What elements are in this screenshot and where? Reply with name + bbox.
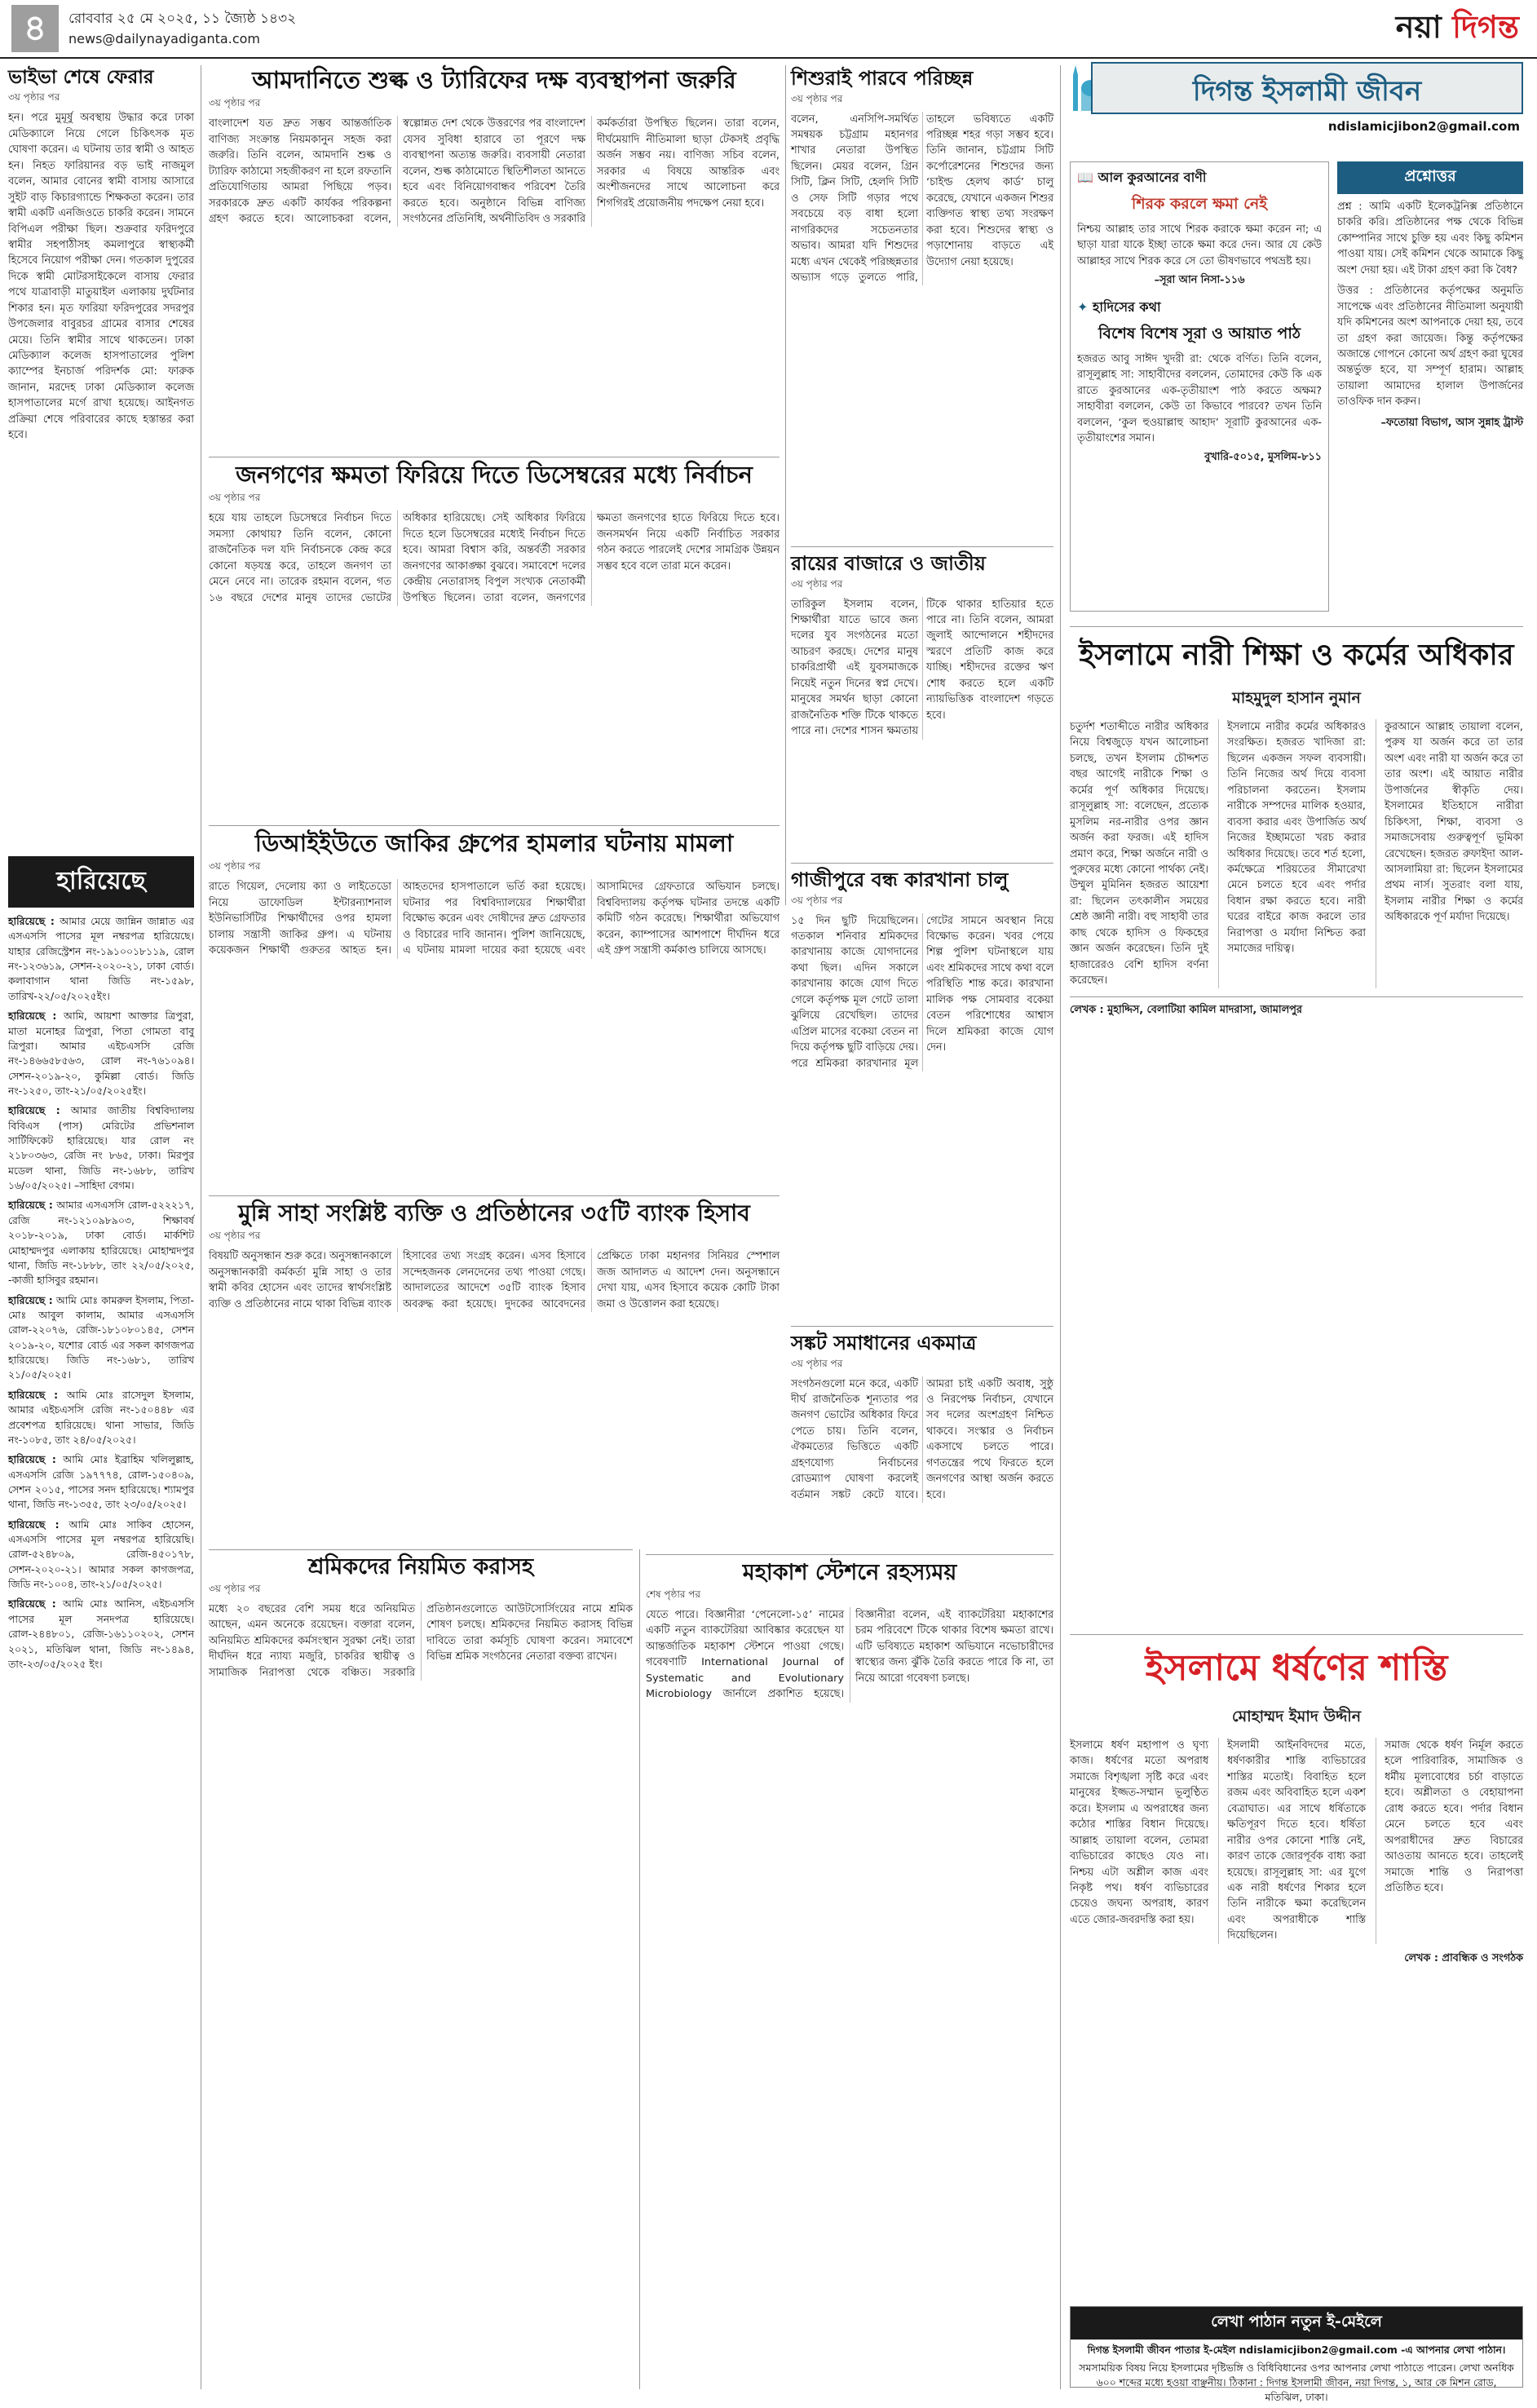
story-rule (209, 1549, 633, 1550)
story-space-station (646, 1554, 1053, 2386)
story-vaiva (8, 67, 194, 850)
story-rule (791, 863, 1053, 864)
story-body: হয়ে যায় তাহলে ডিসেম্বরে নির্বাচন দিতে সমস্যা কোথায়? তিনি বলেন, কোনো রাজনৈতিক দল যদি নির্বাচনকে কেন্দ্র করে কোনো ষড়যন্ত্র করে, তাহলে জনগণ তা মেনে নেবে না। তারেক রহমান বলেন, গত ১৬ বছরে দেশের মানুষ তাদের ভোটের অধিকার হারিয়েছে। সেই অধিকার ফিরিয়ে দিতে হলে ডিসেম্বরের মধ্যেই নির্বাচন দিতে হবে। আমরা বিশ্বাস করি, অন্তর্বর্তী সরকার জনগণের আকাঙ্ক্ষা বুঝবে। সমাবেশে দলের কেন্দ্রীয় নেতারাসহ বিপুল সংখ্যক নেতাকর্মী উপস্থিত ছিলেন। তারা বলেন, জনগণের ক্ষমতা জনগণের হাতে ফিরিয়ে দিতে হবে। জনসমর্থন নিয়ে একটি নির্বাচিত সরকার গঠন করতে পারলেই দেশের সামগ্রিক উন্নয়ন সম্ভব হবে বলে তারা মনে করেন। (209, 512, 780, 604)
story-rule (1070, 626, 1523, 627)
lost-text: আমি মোঃ কামরুল ইসলাম, পিতা-মোঃ আবুল কালাম, আমার এসএসসি রোল-২২০৭৬, রেজি-১৮১০৮০১৪৫, সেশন ২০১৯-২০, যশোর বোর্ড এর সকল কাগজপত্র হারিয়েছে। জিডি নং-১৬৮১, তারিখ ২১/০৫/২০২৫। (8, 1293, 194, 1381)
lost-label: হারিয়েছে : (8, 1453, 56, 1466)
qa-head: প্রশ্নোত্তর (1337, 161, 1523, 194)
story-body: বিষয়টি অনুসন্ধান শুরু করে। অনুসন্ধানকালে অনুসন্ধানকারী কর্মকর্তা মুন্নি সাহা ও তার স্বামী কবির হোসেন এবং তাদের স্বার্থসংশ্লিষ্ট ব্যক্তি ও প্রতিষ্ঠানের নামে থাকা বিভিন্ন ব্যাংক হিসাবের তথ্য সংগ্রহ করেন। এসব হিসাবে সন্দেহজনক লেনদেনের তথ্য পাওয়া গেছে। আদালতের আদেশে ৩৫টি ব্যাংক হিসাব অবরুদ্ধ করা হয়েছে। দুদকের আবেদনের প্রেক্ষিতে ঢাকা মহানগর সিনিয়র স্পেশাল জজ আদালত এ আদেশ দেন। অনুসন্ধানে দেখা যায়, এসব হিসাবে কয়েক কোটি টাকা জমা ও উত্তোলন করা হয়েছে। (209, 1250, 780, 1310)
story-import-tariff (209, 67, 780, 450)
submit-line-1: দিগন্ত ইসলামী জীবন পাতার ই-মেইল ndislamicjibon2@gmail.com -এ আপনার লেখা পাঠান। (1087, 2344, 1506, 2356)
qa-box (1337, 161, 1523, 618)
hadith-icon: ✦ (1077, 298, 1089, 315)
qa-ref: –ফতোয়া বিভাগ, আস সুন্নাহ ট্রাস্ট (1380, 416, 1523, 429)
story-byline: ৩য় পৃষ্ঠার পর (209, 97, 261, 109)
lost-item (8, 1103, 194, 1193)
lost-item (8, 1518, 194, 1593)
page-header (0, 0, 1537, 59)
story-byline: ৩য় পৃষ্ঠার পর (791, 1357, 843, 1369)
hadith-title: বিশেষ বিশেষ সূরা ও আয়াত পাঠ (1098, 324, 1301, 342)
women-article (1070, 633, 1523, 1628)
women-article-footer: লেখক : মুহাদ্দিস, বেলাটিয়া কামিল মাদরাসা, জামালপুর (1070, 996, 1523, 1018)
book-icon: 📖 (1077, 170, 1093, 185)
lost-label: হারিয়েছে : (8, 1199, 53, 1212)
lost-item (8, 1009, 194, 1098)
quran-label-text: আল কুরআনের বাণী (1098, 170, 1207, 185)
hadith-label-text: হাদিসের কথা (1092, 298, 1161, 315)
story-title[interactable]: গাজীপুরে বন্ধ কারখানা চালু (791, 868, 1009, 891)
story-title[interactable]: শিশুরাই পারবে পরিচ্ছন্ন (791, 66, 974, 90)
lost-text: আমার মেয়ে জান্নিন জান্নাত এর এসএসসি পাসের মূল নম্বরপত্র হারিয়েছে। যাহার রেজিস্ট্রেশন নং-১৯১০০১৮১১৯, রোল নং-১২৩৬১৯, সেশন-২০২০-২১, ঢাকা বোর্ড। কলাবাগান থানা জিডি নং-১৫৯৮, তারিখ-২২/০৫/২০২৫ইং। (8, 915, 194, 1002)
quran-text: নিশ্চয় আল্লাহ তার সাথে শিরক করাকে ক্ষমা করেন না; এ ছাড়া যারা যাকে ইচ্ছা তাকে ক্ষমা করে দেন। আর যে কেউ আল্লাহর সাথে শিরক করে সে তো ভীষণভাবে পথভ্রষ্ট হয়। (1077, 223, 1322, 267)
islamic-title-box (1091, 62, 1523, 114)
lost-label: হারিয়েছে : (8, 915, 55, 927)
story-body: ১৫ দিন ছুটি দিয়েছিলেন। গতকাল শনিবার শ্রমিকদের কারখানায় কাজে যোগদানের কথা ছিল। এদিন সকালে কারখানায় কাজে যোগ দিতে গেলে কর্তৃপক্ষ মূল গেটে তালা ঝুলিয়ে রেখেছিল। তাদের এপ্রিল মাসের বকেয়া বেতন না দিয়ে কর্তৃপক্ষ ছুটি বাড়িয়ে দেয়। পরে শ্রমিকরা কারখানার মূল গেটের সামনে অবস্থান নিয়ে বিক্ষোভ করেন। খবর পেয়ে শিল্প পুলিশ ঘটনাস্থলে যায় এবং শ্রমিকদের সাথে কথা বলে পরিস্থিতি শান্ত করে। কারখানা মালিক পক্ষ সোমবার বকেয়া বেতন পরিশোধের আশ্বাস দিলে শ্রমিকরা কাজে যোগ দেন। (791, 914, 1053, 1070)
news-email[interactable]: news@dailynayadiganta.com (68, 31, 260, 46)
lost-text: আমি মোঃ রাসেদুল ইসলাম, আমার এইচএসসি রেজি নং-১৫০৪৪৮ এর প্রবেশপত্র হারিয়েছে। থানা সাভার, জিডি নং-১০৮৫, তাং ২৪/০৫/২০২৫। (8, 1388, 195, 1446)
story-title[interactable]: সঙ্কট সমাধানের একমাত্র (791, 1331, 977, 1354)
women-article-columns (1070, 719, 1523, 988)
lost-text: আমি মোঃ সাকিব হোসেন, এসএসসি পাসের মূল নম্বরপত্র হারিয়েছি। রোল-৫২৪৮০৯, রেজি-৪৫০১৭৮, সেশন-২০২০-২১। আমার সকল কাগজপত্র, জিডি নং-১০০৪, তাং-২১/০৫/২০২৫। (8, 1518, 194, 1591)
lost-text: আমি মোঃ ইব্রাহিম খলিলুল্লাহ, এসএসসি রেজি ১৯৭৭৭৪, রোল-১৫০৪০৯, সেশন ২০১৫, পাসের সনদ হারিয়েছে। শ্যামপুর থানা, জিডি নং-১৩৫৫, তাং ২৩/০৫/২০২৫। (8, 1453, 194, 1511)
page-number: ৪ (11, 5, 59, 52)
story-body: সংগঠনগুলো মনে করে, একটি দীর্ঘ রাজনৈতিক শূন্যতার পর জনগণ ভোটের অধিকার ফিরে পেতে চায়। তিনি বলেন, ঐকমত্যের ভিত্তিতে একটি গ্রহণযোগ্য নির্বাচনের রোডম্যাপ ঘোষণা করলেই বর্তমান সঙ্কট কেটে যাবে। আমরা চাই একটি অবাধ, সুষ্ঠু ও নিরপেক্ষ নির্বাচন, যেখানে সব দলের অংশগ্রহণ নিশ্চিত থাকবে। সংস্কার ও নির্বাচন একসাথে চলতে পারে। গণতন্ত্রের পথে ফিরতে হলে জনগণের আস্থা অর্জন করতে হবে। (791, 1377, 1053, 1501)
story-byline: ৩য় পৃষ্ঠার পর (209, 1230, 261, 1242)
lost-label: হারিয়েছে : (8, 1010, 57, 1023)
submit-head: লেখা পাঠান নতুন ই-মেইলে (1071, 2307, 1522, 2340)
rape-article-author: মোহাম্মদ ইমাদ উদ্দীন (1231, 1708, 1362, 1725)
story-body: বাংলাদেশ যত দ্রুত সম্ভব আন্তর্জাতিক বাণিজ্য সংক্রান্ত নিয়মকানুন সহজ করা জরুরি। তিনি বলেন, আমদানি শুল্ক ও ট্যারিফ কাঠামো সহজীকরণ না হলে রফতানি প্রতিযোগিতায় আমরা পিছিয়ে পড়ব। সরকারকে দ্রুত একটি কার্যকর পরিকল্পনা গ্রহণ করতে হবে। আলোচকরা বলেন, স্বল্পোন্নত দেশ থেকে উত্তরণের পর বাংলাদেশ যেসব সুবিধা হারাবে তা পূরণে দক্ষ ব্যবস্থাপনা অত্যন্ত জরুরি। ব্যবসায়ী নেতারা বলেন, শুল্ক কাঠামোতে স্থিতিশীলতা আনতে হবে এবং বিনিয়োগবান্ধব পরিবেশ তৈরি করতে হবে। অনুষ্ঠানে বিভিন্ন বাণিজ্য সংগঠনের প্রতিনিধি, অর্থনীতিবিদ ও সরকারি কর্মকর্তারা উপস্থিত ছিলেন। তারা বলেন, দীর্ঘমেয়াদি নীতিমালা ছাড়া টেকসই প্রবৃদ্ধি অর্জন সম্ভব নয়। বাণিজ্য সচিব বলেন, সরকার এ বিষয়ে আন্তরিক এবং অংশীজনদের সাথে আলোচনা করে শিগগিরই প্রয়োজনীয় পদক্ষেপ নেয়া হবে। (209, 117, 780, 225)
lost-item (8, 1388, 194, 1447)
women-article-title[interactable]: ইসলামে নারী শিক্ষা ও কর্মের অধিকার (1079, 638, 1514, 672)
lost-label: হারিয়েছে : (8, 1293, 53, 1306)
column-rule (639, 1549, 640, 2389)
story-rule (791, 546, 1053, 547)
lost-item (8, 1293, 194, 1383)
women-article-author: মাহমুদুল হাসান নুমান (1232, 689, 1361, 707)
lost-text: আমার জাতীয় বিশ্ববিদ্যালয় বিবিএস (পাস) মেরিটের প্রভিশনাল সার্টিফিকেট হারিয়েছে। যার রোল নং ২১৮০৩৬৩, রেজি নং ৮৬৫, ঢাকা। মিরপুর মডেল থানা, জিডি নং-১৬৮৮, তারিখ ১৬/০৫/২০২৫। –সাহিদা বেগম। (8, 1104, 194, 1192)
story-body: মধ্যে ২০ বছরের বেশি সময় ধরে অনিয়মিত আছেন, এমন অনেকে রয়েছেন। বক্তারা বলেন, অনিয়মিত শ্রমিকদের কর্মসংস্থান সুরক্ষা নেই। তারা দীর্ঘদিন ধরে ন্যায্য মজুরি, চাকরির স্থায়ীত্ব ও সামাজিক নিরাপত্তা থেকে বঞ্চিত। সরকারি প্রতিষ্ঠানগুলোতে আউটসোর্সিংয়ের নামে শ্রমিক শোষণ চলছে। শ্রমিকদের নিয়মিত করাসহ বিভিন্ন দাবিতে তারা কর্মসূচি ঘোষণা করেন। সমাবেশে বিভিন্ন শ্রমিক সংগঠনের নেতারা বক্তব্য রাখেন। (209, 1603, 633, 1679)
column-rule (1060, 65, 1061, 2389)
story-rule (209, 1195, 780, 1196)
lost-label: হারিয়েছে : (8, 1104, 60, 1117)
story-rule (646, 1554, 1053, 1555)
islamic-section-title: দিগন্ত ইসলামী জীবন (1192, 75, 1422, 108)
story-byline: ৩য় পৃষ্ঠার পর (209, 860, 261, 873)
story-byline: ৩য় পৃষ্ঠার পর (791, 577, 843, 590)
story-body: তারিকুল ইসলাম বলেন, শিক্ষার্থীরা যাতে ভাবে জন্য দলের যুব সংগঠনের মতো আচরণ করছে। দেশের মানুষ চাকরিপ্রার্থী এই যুবসমাজকে নিয়েই নতুন দিনের স্বপ্ন দেখে। মানুষের সমর্থন ছাড়া কোনো রাজনৈতিক শক্তি টিকে থাকতে পারে না। দেশের শাসন ক্ষমতায় টিকে থাকার হাতিয়ার হতে পারে না। তিনি বলেন, আমরা জুলাই আন্দোলনে শহীদদের স্মরণে প্রতিটি কাজ করে যাচ্ছি। শহীদদের রক্তের ঋণ শোধ করতে হলে একটি ন্যায়ভিত্তিক বাংলাদেশ গড়তে হবে। (791, 598, 1053, 738)
quran-label (1077, 167, 1322, 189)
lost-label: হারিয়েছে : (8, 1518, 60, 1531)
story-title[interactable]: ভাইভা শেষে ফেরার (8, 66, 154, 88)
islamic-section-header (1091, 62, 1523, 155)
newspaper-logo (1396, 3, 1519, 55)
women-article-col-1: চতুর্দশ শতাব্দীতে নারীর অধিকার নিয়ে বিশ্বজুড়ে যখন আলোচনা চলছে, তখন ইসলাম চৌদ্দশত বছর আগেই নারীকে শিক্ষা ও কর্মের পূর্ণ অধিকার দিয়েছে। রাসূলুল্লাহ সা: বলেছেন, প্রত্যেক মুসলিম নর-নারীর ওপর জ্ঞান অর্জন করা ফরজ। এই হাদিস প্রমাণ করে, শিক্ষা অর্জনে নারী ও পুরুষের মধ্যে কোনো পার্থক্য নেই। উম্মুল মুমিনিন হজরত আয়েশা রা: ছিলেন তৎকালীন সময়ের শ্রেষ্ঠ জ্ঞানী নারী। বহু সাহাবী তার কাছ থেকে হাদিস ও ফিকহের জ্ঞান অর্জন করেছেন। তিনি দুই হাজারেরও বেশি হাদিস বর্ণনা করেছেন। (1070, 721, 1208, 987)
qa-answer: উত্তর : প্রতিষ্ঠানের কর্তৃপক্ষের অনুমতি সাপেক্ষে এবং প্রতিষ্ঠানের নীতিমালা অনুযায়ী যদি কমিশনের অংশ আপনাকে দেয়া হয়, তবে তা গ্রহণ করা জায়েজ। কিন্তু কর্তৃপক্ষের অজান্তে গোপনে কোনো অর্থ গ্রহণ করা ঘুষের অন্তর্ভুক্ত হবে, যা সম্পূর্ণ হারাম। আল্লাহ তায়ালা আমাদের হালাল উপার্জনের তাওফিক দান করুন। (1337, 285, 1523, 409)
rape-article-col-3: সমাজ থেকে ধর্ষণ নির্মূল করতে হলে পারিবারিক, সামাজিক ও ধর্মীয় মূল্যবোধের চর্চা বাড়াতে হবে। অশ্লীলতা ও বেহায়াপনা রোধ করতে হবে। পর্দার বিধান মেনে চলতে হবে এবং অপরাধীদের দ্রুত বিচারের আওতায় আনতে হবে। তাহলেই সমাজে শান্তি ও নিরাপত্তা প্রতিষ্ঠিত হবে। (1376, 1738, 1523, 1944)
lost-label: হারিয়েছে : (8, 1597, 56, 1610)
story-title[interactable]: ডিআইইউতে জাকির গ্রুপের হামলার ঘটনায় মামলা (254, 829, 734, 857)
story-byline: ৩য় পৃষ্ঠার পর (8, 91, 60, 104)
logo-part-1: নয়া (1395, 8, 1442, 45)
quran-box (1070, 161, 1329, 612)
story-rule (209, 825, 780, 826)
story-gazipur-factory (791, 863, 1053, 1319)
story-title[interactable]: রায়ের বাজারে ও জাতীয় (791, 551, 986, 575)
rape-article-col-1: ইসলামে ধর্ষণ মহাপাপ ও ঘৃণ্য কাজ। ধর্ষণের মতো অপরাধ সমাজে বিশৃঙ্খলা সৃষ্টি করে এবং মানুষের ইজ্জত-সম্মান ভূলুণ্ঠিত করে। ইসলাম এ অপরাধের জন্য কঠোর শাস্তির বিধান দিয়েছে। আল্লাহ তায়ালা বলেন, তোমরা ব্যভিচারের কাছেও যেও না। নিশ্চয় এটা অশ্লীল কাজ এবং নিকৃষ্ট পথ। ধর্ষণ ব্যভিচারের চেয়েও জঘন্য অপরাধ, কারণ এতে জোর-জবরদস্তি করা হয়। (1070, 1739, 1208, 1926)
story-body: বলেন, এনসিপি-সমর্থিত সমন্বয়ক চট্টগ্রাম মহানগর শাখার নেতারা উপস্থিত ছিলেন। মেয়র বলেন, গ্রিন সিটি, ক্লিন সিটি, হেলদি সিটি ও সেফ সিটি গড়ার পথে সবচেয়ে বড় বাধা হলো নাগরিকদের সচেতনতার অভাব। আমরা যদি শিশুদের মধ্যে এখন থেকেই পরিচ্ছন্নতার অভ্যাস গড়ে তুলতে পারি, তাহলে ভবিষ্যতে একটি পরিচ্ছন্ন শহর গড়া সম্ভব হবে। তিনি জানান, চট্টগ্রাম সিটি কর্পোরেশনের শিশুদের জন্য ‘চাইল্ড হেলথ কার্ড’ চালু করেছে, যেখানে একজন শিশুর ব্যক্তিগত স্বাস্থ্য তথ্য সংরক্ষণ করা হবে। শিশুদের স্বাস্থ্য ও পড়াশোনায় বাড়তে এই উদ্যোগ নেয়া হয়েছে। (791, 113, 1053, 284)
lost-text: আমার এসএসসি রোল-৫২২২১৭, রেজি নং-১২১০৯৮৯০৩, শিক্ষাবর্ষ ২০১৮-২০১৯, ঢাকা বোর্ড। মার্কশিট মোহাম্মদপুর এলাকায় হারিয়েছে। মোহাম্মদপুর থানা, জিডি নং-১৮৮৮, তাং ২২/০৫/২০২৫, -কাজী হাসিবুর রহমান। (8, 1199, 194, 1287)
hadith-ref: বুখারি-৫০১৫, মুসলিম-৮১১ (1204, 451, 1322, 464)
story-title[interactable]: শ্রমিকদের নিয়মিত করাসহ (307, 1554, 534, 1580)
lost-banner: হারিয়েছে (8, 856, 194, 908)
column-rule (785, 65, 786, 905)
story-body: হন। পরে মুমূর্ষু অবস্থায় উদ্ধার করে ঢাকা মেডিক্যালে নিয়ে গেলে চিকিৎসক মৃত ঘোষণা করেন। এ ঘটনায় তার স্বামী ও আহত হন। নিহত ফারিয়ানর বড় ভাই নাজমুল বলেন, আমার বোনের স্বামী বাসায় আসারে সুইট বাড় কিচারগ্যান্ডে শিক্ষকতা করেন। তার স্বামী একটি এনজিওতে চাকরি করেন। সামনে বিপিএল পরীক্ষা ছিল। শুক্রবার ফরিদপুরে স্বামীর সহপাঠীসহ কমলাপুরে স্বাস্থ্যকর্মী হিসেবে নিয়োগ পরীক্ষা দেন। গতকাল দুপুরের দিকে স্বামী মোটরসাইকেলে বাসায় ফেরার পথে যাত্রাবাড়ী মাতুয়াইল এলাকায় দুর্ঘটনার শিকার হন। মৃত ফারিয়া ফরিদপুরের সদরপুর উপজেলার বাবুরচর গ্রামের বাসার শেষের মেয়ে। তিনি স্বামীর সাথে থাকতেন। ঢাকা মেডিক্যাল কলেজ হাসপাতালের পুলিশ ক্যাম্পের ইনচার্জ পরিদর্শক মো: ফারুক জানান, মরদেহ ঢাকা মেডিক্যাল কলেজ হাসপাতালের মর্গে রাখা হয়েছে। আইনগত প্রক্রিয়া শেষে পরিবারের কাছে হস্তান্তর করা হবে। (8, 112, 194, 442)
lost-item (8, 1198, 194, 1288)
story-children-clean (791, 67, 1053, 540)
story-byline: ৩য় পৃষ্ঠার পর (791, 92, 843, 104)
story-title[interactable]: মহাকাশ স্টেশনে রহস্যময় (742, 1560, 957, 1585)
story-title[interactable]: আমদানিতে শুল্ক ও ট্যারিফের দক্ষ ব্যবস্থাপনা জরুরি (252, 66, 736, 94)
quran-ref: –সূরা আন নিসা-১১৬ (1154, 274, 1245, 287)
rape-article-title[interactable]: ইসলামে ধর্ষণের শাস্তি (1145, 1647, 1448, 1689)
story-rule (1070, 1634, 1523, 1635)
submit-line-2: সমসাময়িক বিষয় নিয়ে ইসলামের দৃষ্টিভঙ্গি ও বিধিবিধানের ওপর আপনার লেখা পাঠাতে পারেন। লেখা অনধিক ৬০০ শব্দের মধ্যে হওয়া বাঞ্ছনীয়। ঠিকানা : দিগন্ত ইসলামী জীবন, নয়া দিগন্ত, ১, আর কে মিশন রোড, মতিঝিল, ঢাকা। (1079, 2361, 1514, 2403)
quran-title: শিরক করলে ক্ষমা নেই (1131, 195, 1268, 213)
hadith-text: হজরত আবু সাঈদ খুদরী রা: থেকে বর্ণিত। তিনি বলেন, রাসূলুল্লাহ সা: সাহাবীদের বললেন, তোমাদের কেউ কি এক রাতে কুরআনের এক-তৃতীয়াংশ পাঠ করতে অক্ষম? সাহাবীরা বললেন, কেউ তা কিভাবে পারবে? তখন তিনি বললেন, ‘কুল হুওয়াল্লাহু আহাদ’ সূরাটি কুরআনের এক-তৃতীয়াংশের সমান। (1077, 352, 1322, 444)
lost-item (8, 914, 194, 1004)
lost-item (8, 1597, 194, 1672)
story-byline: ৩য় পৃষ্ঠার পর (791, 894, 843, 906)
story-byline: ৩য় পৃষ্ঠার পর (209, 492, 261, 504)
qa-question: প্রশ্ন : আমি একটি ইলেকট্রনিক্স প্রতিষ্ঠানে চাকরি করি। প্রতিষ্ঠানের পক্ষ থেকে বিভিন্ন কোম্পানির সাথে চুক্তি হয় এবং কিছু কমিশন পাওয়া যায়। সেই কমিশন থেকে আমাকে কিছু অংশ দেয়া হয়। এই টাকা গ্রহণ করা কি বৈধ? (1337, 201, 1523, 276)
story-workers (209, 1554, 633, 2386)
islamic-email[interactable]: ndislamicjibon2@gmail.com (1327, 119, 1520, 134)
story-body: রাতে গিয়েল, দেলোয় ক্যা ও লাইতেডো নিয়ে ডাফোডিল ইন্টারন্যাশনাল ইউনিভার্সিটির শিক্ষার্থীদের ওপর হামলা চালায় সন্ত্রাসী জাকির গ্রুপ। এ ঘটনায় কয়েকজন শিক্ষার্থী গুরুতর আহত হন। আহতদের হাসপাতালে ভর্তি করা হয়েছে। ঘটনার পর বিশ্ববিদ্যালয়ের শিক্ষার্থীরা বিক্ষোভ করেন এবং দোষীদের দ্রুত গ্রেফতার ও বিচারের দাবি জানান। পুলিশ জানিয়েছে, এ ঘটনায় মামলা দায়ের করা হয়েছে এবং আসামিদের গ্রেফতারে অভিযান চলছে। বিশ্ববিদ্যালয় কর্তৃপক্ষ ঘটনার তদন্তে একটি কমিটি গঠন করেছে। শিক্ষার্থীরা অভিযোগ করেন, ক্যাম্পাসের আশপাশে দীর্ঘদিন ধরে এই গ্রুপ সন্ত্রাসী কর্মকাণ্ড চালিয়ে আসছে। (209, 881, 780, 957)
story-byline: শেষ পৃষ্ঠার পর (646, 1588, 701, 1601)
lost-found-section (8, 856, 194, 2389)
lost-text: আমি মোঃ আনিস, এইচএসসি পাসের মূল সনদপত্র হারিয়েছে। রোল-২৪৪৮০১, রেজি-১৬১১০২০২, সেশন ২০২১, মতিঝিল থানা, জিডি নং-১৪৯৪, তাং-২৩/০৫/২০২৫ ইং। (8, 1597, 194, 1670)
rape-article-col-2: ইসলামী আইনবিদদের মতে, ধর্ষণকারীর শাস্তি ব্যভিচারের শাস্তির মতোই। বিবাহিত হলে রজম এবং অবিবাহিত হলে একশ বেত্রাঘাত। এর সাথে ধর্ষিতাকে ক্ষতিপূরণ দিতে হবে। ধর্ষিতা নারীর ওপর কোনো শাস্তি নেই, কারণ তাকে জোরপূর্বক বাধ্য করা হয়েছে। রাসূলুল্লাহ সা: এর যুগে এক নারী ধর্ষণের শিকার হলে তিনি নারীকে ক্ষমা করেছিলেন এবং অপরাধীকে শাস্তি দিয়েছিলেন। (1218, 1738, 1366, 1944)
quran-hadith-box (1070, 161, 1329, 618)
lost-text: আমি, আয়শা আক্তার ত্রিপুরা, মাতা মনোহর ত্রিপুরা, পিতা গোমতা বাবু ত্রিপুরা। আমার এইচএসসি রেজি নং-১৪৬৬৫৮৫৬৩, রোল নং-৭৬১০৯৪। সেশন-২০১৯-২০, কুমিল্লা বোর্ড। জিডি নং-১২৫০, তাং-২১/০৫/২০২৫ইং। (8, 1010, 194, 1097)
rape-article-columns (1070, 1738, 1523, 1944)
rape-article-footer: লেখক : প্রাবন্ধিক ও সংগঠক (1404, 1951, 1523, 1964)
hadith-label (1077, 297, 1322, 319)
story-munni-saha (209, 1200, 780, 1543)
story-election (209, 462, 780, 820)
story-title[interactable]: মুন্নি সাহা সংশ্লিষ্ট ব্যক্তি ও প্রতিষ্ঠানের ৩৫টি ব্যাংক হিসাব (238, 1200, 750, 1226)
rape-article (1070, 1641, 1523, 2300)
women-article-col-3: কুরআনে আল্লাহ তায়ালা বলেন, পুরুষ যা অর্জন করে তা তার অংশ এবং নারী যা অর্জন করে তা তার অংশ। এই আয়াত নারীর উপার্জনের স্বীকৃতি দেয়। ইসলামের ইতিহাসে নারীরা চিকিৎসা, শিক্ষা, ব্যবসা ও সমাজসেবায় গুরুত্বপূর্ণ ভূমিকা রেখেছেন। হজরত রুফাইদা আল-আসলামিয়া রা: ছিলেন ইসলামের প্রথম নার্স। সুতরাং বলা যায়, ইসলাম নারীর শিক্ষা ও কর্মের অধিকারকে পূর্ণ মর্যাদা দিয়েছে। (1376, 719, 1523, 988)
issue-date: রোববার ২৫ মে ২০২৫, ১১ জ্যৈষ্ঠ ১৪৩২ (68, 11, 297, 27)
lost-label: হারিয়েছে : (8, 1388, 59, 1401)
story-diu-attack (209, 830, 780, 1189)
story-rayer-bazar (791, 546, 1053, 856)
story-title[interactable]: জনগণের ক্ষমতা ফিরিয়ে দিতে ডিসেম্বরের মধ্যে নির্বাচন (236, 461, 753, 488)
lost-item (8, 1452, 194, 1512)
story-byline: ৩য় পৃষ্ঠার পর (209, 1583, 261, 1595)
story-rule (791, 1326, 1053, 1327)
submit-box (1070, 2306, 1523, 2403)
lost-list (8, 914, 194, 1672)
story-body: যেতে পারে। বিজ্ঞানীরা ‘পেনেলো-১৫’ নামের একটি নতুন ব্যাকটেরিয়া আবিষ্কার করেছেন যা আন্তর্জাতিক মহাকাশ স্টেশনে পাওয়া গেছে। গবেষণাটি International Journal of Systematic and Evolutionary Microbiology জার্নালে প্রকাশিত হয়েছে। বিজ্ঞানীরা বলেন, এই ব্যাকটেরিয়া মহাকাশের চরম পরিবেশে টিকে থাকার বিশেষ ক্ষমতা রাখে। এটি ভবিষ্যতে মহাকাশ অভিযানে নভোচারীদের স্বাস্থ্যের জন্য ঝুঁকি তৈরি করতে পারে কি না, তা নিয়ে আরো গবেষণা চলছে। (646, 1609, 1053, 1701)
logo-part-2: দিগন্ত (1452, 8, 1519, 45)
women-article-col-2: ইসলামে নারীর কর্মের অধিকারও সংরক্ষিত। হজরত খাদিজা রা: ছিলেন একজন সফল ব্যবসায়ী। তিনি নিজের অর্থ দিয়ে ব্যবসা পরিচালনা করতেন। ইসলাম নারীকে সম্পদের মালিক হওয়ার, ব্যবসা করার এবং উপার্জিত অর্থ নিজের ইচ্ছামতো খরচ করার অধিকার দিয়েছে। তবে শর্ত হলো, কর্মক্ষেত্রে শরিয়তের সীমারেখা মেনে চলতে হবে এবং পর্দার বিধান রক্ষা করতে হবে। নারী ঘরের বাইরে কাজ করলে তার নিরাপত্তা ও মর্যাদা নিশ্চিত করা সমাজের দায়িত্ব। (1218, 719, 1366, 988)
